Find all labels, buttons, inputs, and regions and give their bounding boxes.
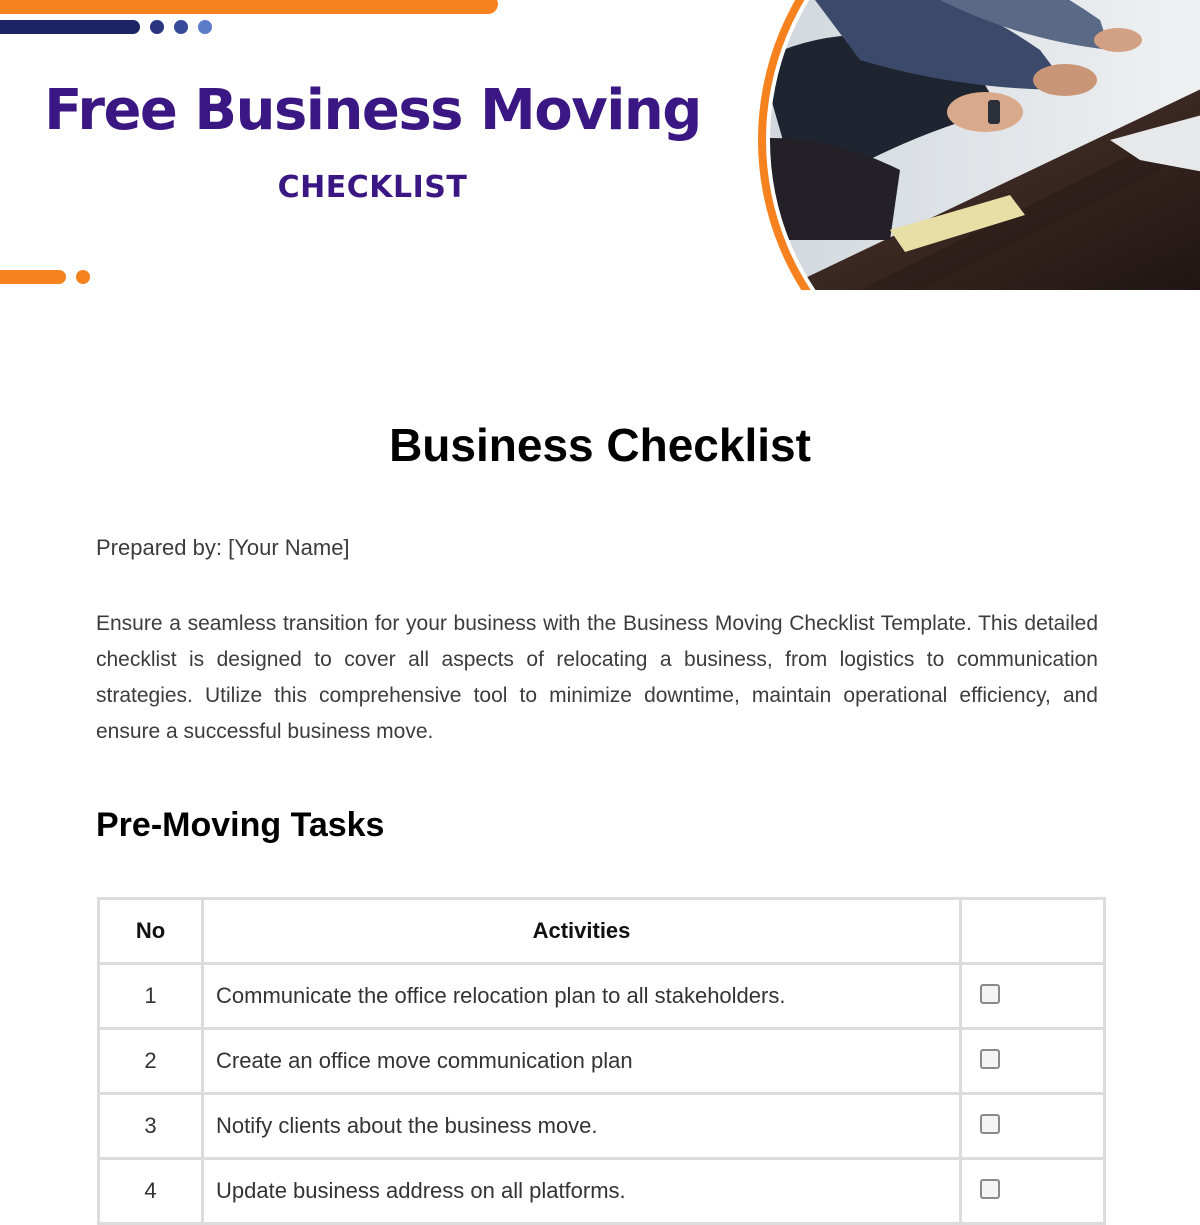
banner-subtitle: CHECKLIST [277, 170, 468, 205]
decorative-bar-navy [0, 20, 140, 34]
decorative-bar-orange-small [0, 270, 66, 284]
banner-title: Free Business Moving [44, 78, 701, 143]
decorative-dot [174, 20, 188, 34]
header-check [961, 899, 1105, 964]
header-activities: Activities [203, 899, 961, 964]
decorative-dot [198, 20, 212, 34]
decorative-dot [150, 20, 164, 34]
decorative-dot-orange [76, 270, 90, 284]
table-row [99, 1159, 1105, 1224]
row-activity: Communicate the office relocation plan to all stakeholders. [203, 964, 961, 1029]
row-activity: Update business address on all platforms. [203, 1159, 961, 1224]
table-row [99, 1029, 1105, 1094]
tasks-table [97, 897, 1106, 1225]
task-checkbox[interactable] [980, 1179, 1000, 1199]
row-check-cell [961, 1094, 1105, 1159]
row-activity: Create an office move communication plan [203, 1029, 961, 1094]
row-check-cell [961, 1029, 1105, 1094]
row-check-cell [961, 1159, 1105, 1224]
intro-paragraph: Ensure a seamless transition for your business with the Business Moving Checklist Template. This detailed checklist is designed to cover all aspects of relocating a business, from logistics to communication strategies. Utilize this comprehensive tool to minimize downtime, maintain operational efficiency, and ensure a successful business move. [96, 612, 1098, 743]
meeting-photo [740, 0, 1200, 290]
table-row [99, 964, 1105, 1029]
section-title: Pre-Moving Tasks [96, 806, 385, 844]
decorative-bar-orange [0, 0, 498, 14]
table-row [99, 1094, 1105, 1159]
row-check-cell [961, 964, 1105, 1029]
row-number: 2 [99, 1029, 203, 1094]
row-number: 3 [99, 1094, 203, 1159]
task-checkbox[interactable] [980, 984, 1000, 1004]
row-activity: Notify clients about the business move. [203, 1094, 961, 1159]
table-header-row [99, 899, 1105, 964]
row-number: 4 [99, 1159, 203, 1224]
task-checkbox[interactable] [980, 1049, 1000, 1069]
header-no: No [99, 899, 203, 964]
header-banner [0, 0, 1200, 290]
row-number: 1 [99, 964, 203, 1029]
task-checkbox[interactable] [980, 1114, 1000, 1134]
prepared-by: Prepared by: [Your Name] [96, 535, 350, 560]
document-title: Business Checklist [389, 419, 811, 471]
